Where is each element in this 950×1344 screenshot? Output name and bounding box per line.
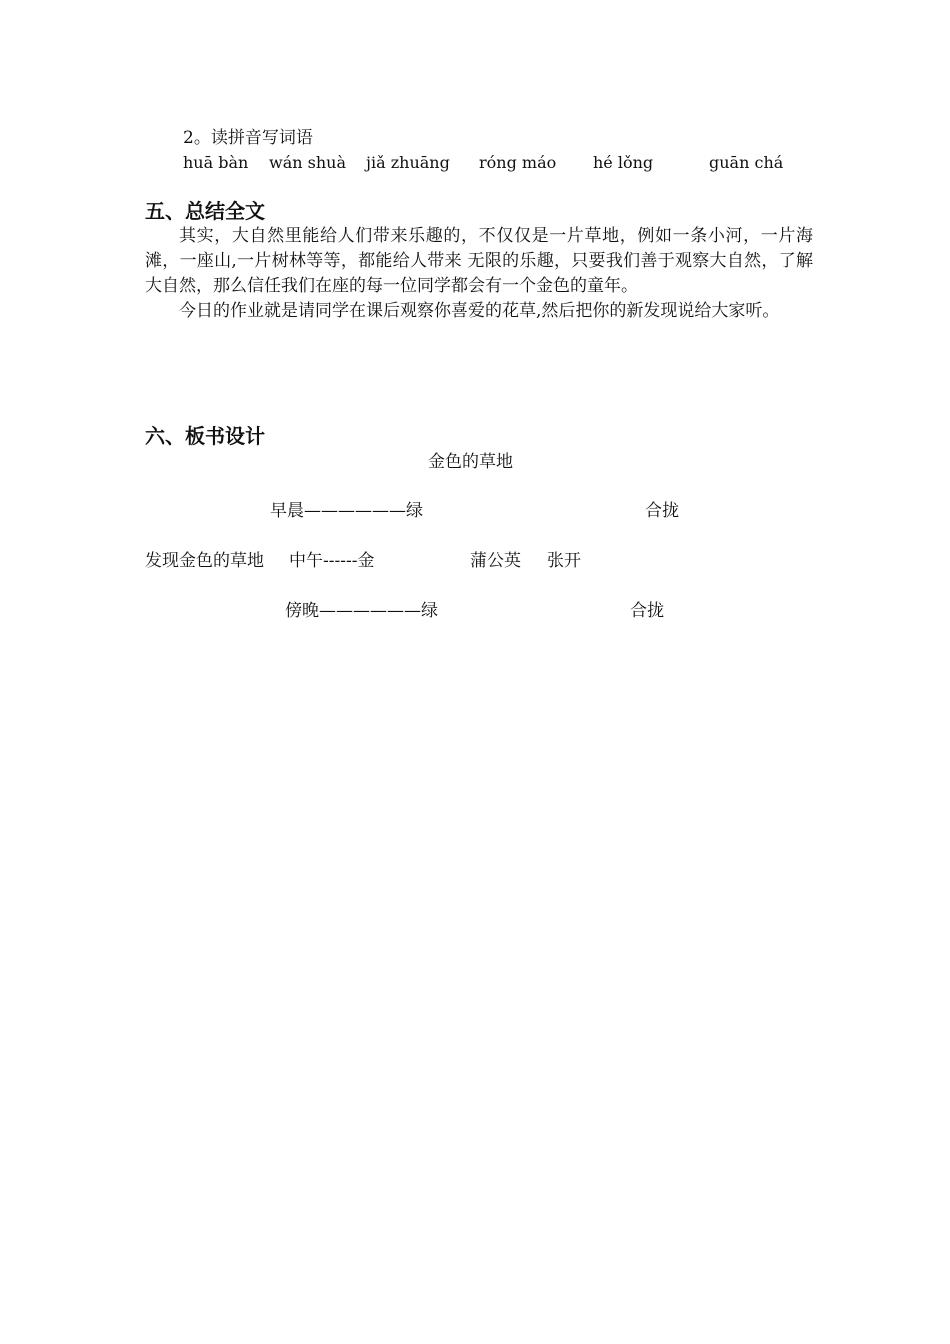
paragraph: 今日的作业就是请同学在课后观察你喜爱的花草,然后把你的新发现说给大家听。 <box>179 301 780 321</box>
board-noon: 中午------金 <box>289 551 375 571</box>
paragraph: 其实，大自然里能给人们带来乐趣的，不仅仅是一片草地，例如一条小河，一片海滩，一座山,一片树林等等，都能给人带来 无限的乐趣，只要我们善于观察大自然，了解大自然，那么信任我们在座的每一位同学都会有一个金色的童年。 <box>145 226 813 296</box>
section-heading: 五、总结全文 <box>145 199 265 223</box>
pinyin-word: róng máo <box>479 153 557 172</box>
section-heading: 六、板书设计 <box>145 424 265 448</box>
board-evening-state: 合拢 <box>630 601 664 621</box>
item-title: 2。读拼音写词语 <box>183 128 313 148</box>
board-dandelion: 蒲公英 <box>470 551 521 571</box>
pinyin-word: wán shuà <box>269 153 346 172</box>
board-morning: 早晨——————绿 <box>270 501 423 521</box>
board-title: 金色的草地 <box>428 452 513 472</box>
summary-text <box>145 224 813 324</box>
pinyin-word: jiǎ zhuāng <box>366 153 450 172</box>
pinyin-word: hé lǒng <box>593 153 654 172</box>
board-evening: 傍晚——————绿 <box>285 601 438 621</box>
board-left-label: 发现金色的草地 <box>145 551 264 571</box>
pinyin-word: guān chá <box>709 153 784 172</box>
board-morning-state: 合拢 <box>645 501 679 521</box>
pinyin-word: huā bàn <box>183 153 249 172</box>
board-noon-state: 张开 <box>547 551 581 571</box>
